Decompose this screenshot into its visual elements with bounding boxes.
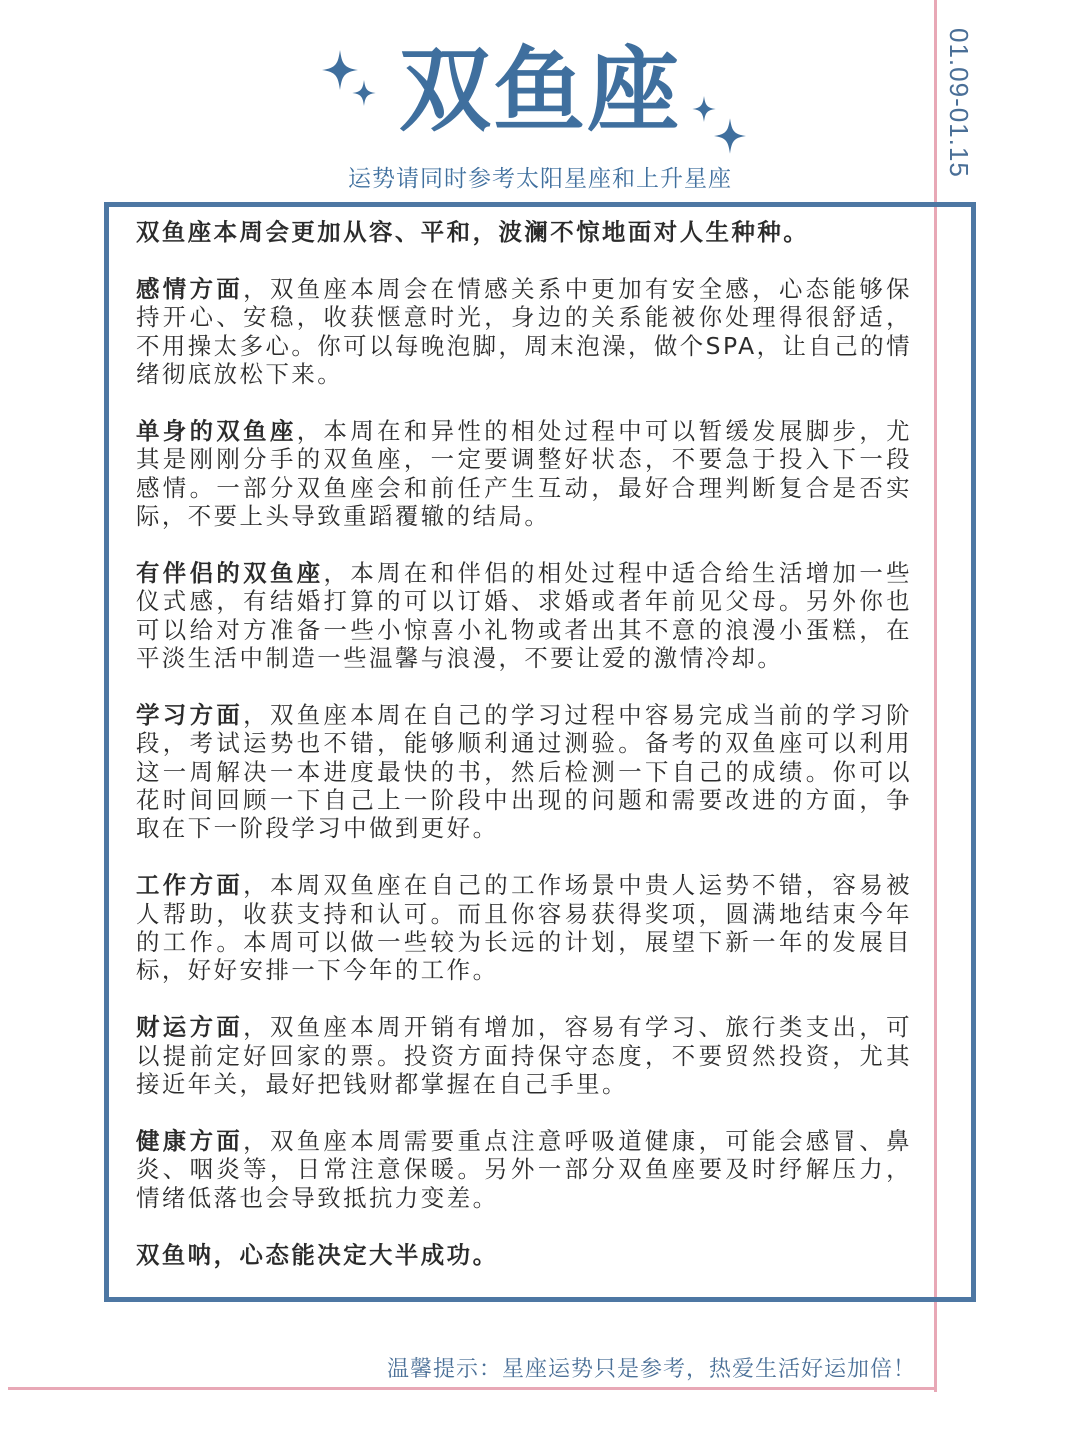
pink-horizontal-line [8,1387,937,1390]
section-love [136,275,912,389]
sparkle-icon [714,118,746,154]
closing-text: 双鱼呐，心态能决定大半成功。 [136,1240,499,1269]
section-single [136,417,912,531]
section-heading: 单身的双鱼座 [136,416,297,445]
section-body: ，本周在和伴侣的相处过程中适合给生活增加一些仪式感，有结婚打算的可以订婚、求婚或者年前见父母。另外你也可以给对方准备一些小惊喜小礼物或者出其不意的浪漫小蛋糕，在平淡生活中制造一些温馨与浪漫，不要让爱的激情冷却。 [136,558,913,673]
section-wealth [136,1013,912,1098]
section-heading: 健康方面 [136,1126,244,1155]
section-heading: 有伴侣的双鱼座 [136,558,324,587]
section-couple [136,559,912,673]
intro-text: 双鱼座本周会更加从容、平和，波澜不惊地面对人生种种。 [136,218,810,246]
section-heading: 财运方面 [136,1013,244,1042]
footer-tip: 温馨提示：星座运势只是参考，热爱生活好运加倍！ [386,1357,916,1382]
section-body: ，本周在和异性的相处过程中可以暂缓发展脚步，尤其是刚刚分手的双鱼座，一定要调整好状态，不要急于投入下一段感情。一部分双鱼座会和前任产生互动，最好合理判断复合是否实际，不要上头导致重蹈覆辙的结局。 [136,416,913,531]
section-health [136,1127,912,1212]
section-body: ，双鱼座本周会在情感关系中更加有安全感，心态能够保持开心、安稳，收获惬意时光，身边的关系能被你处理得很舒适，不用操太多心。你可以每晚泡脚，周末泡澡，做个SPA，让自己的情绪彻底放松下来。 [136,274,913,389]
sparkle-icon [352,80,376,106]
date-range: 01.09-01.15 [944,28,974,178]
subtitle: 运势请同时参考太阳星座和上升星座 [348,166,732,192]
section-work [136,871,912,985]
section-body: ，本周双鱼座在自己的工作场景中贵人运势不错，容易被人帮助，收获支持和认可。而且你容易获得奖项，圆满地结束今年的工作。本周可以做一些较为长远的计划，展望下新一年的发展目标，好好安排一下今年的工作。 [136,871,913,985]
page-title: 双鱼座 [398,37,681,144]
horoscope-text [136,218,912,1269]
section-heading: 学习方面 [136,700,244,729]
section-body: ，双鱼座本周需要重点注意呼吸道健康，可能会感冒、鼻炎、咽炎等，日常注意保暖。另外一部分双鱼座要及时纾解压力，情绪低落也会导致抵抗力变差。 [136,1126,913,1212]
section-body: ，双鱼座本周开销有增加，容易有学习、旅行类支出，可以提前定好回家的票。投资方面持保守态度，不要贸然投资，尤其接近年关，最好把钱财都掌握在自己手里。 [136,1013,913,1099]
section-heading: 工作方面 [136,871,244,900]
section-body: ，双鱼座本周在自己的学习过程中容易完成当前的学习阶段，考试运势也不错，能够顺利通过测验。备考的双鱼座可以利用这一周解决一本进度最快的书，然后检测一下自己的成绩。你可以花时间回顾一下自己上一阶段中出现的问题和需要改进的方面，争取在下一阶段学习中做到更好。 [136,700,913,843]
section-heading: 感情方面 [136,274,244,303]
section-study [136,701,912,843]
